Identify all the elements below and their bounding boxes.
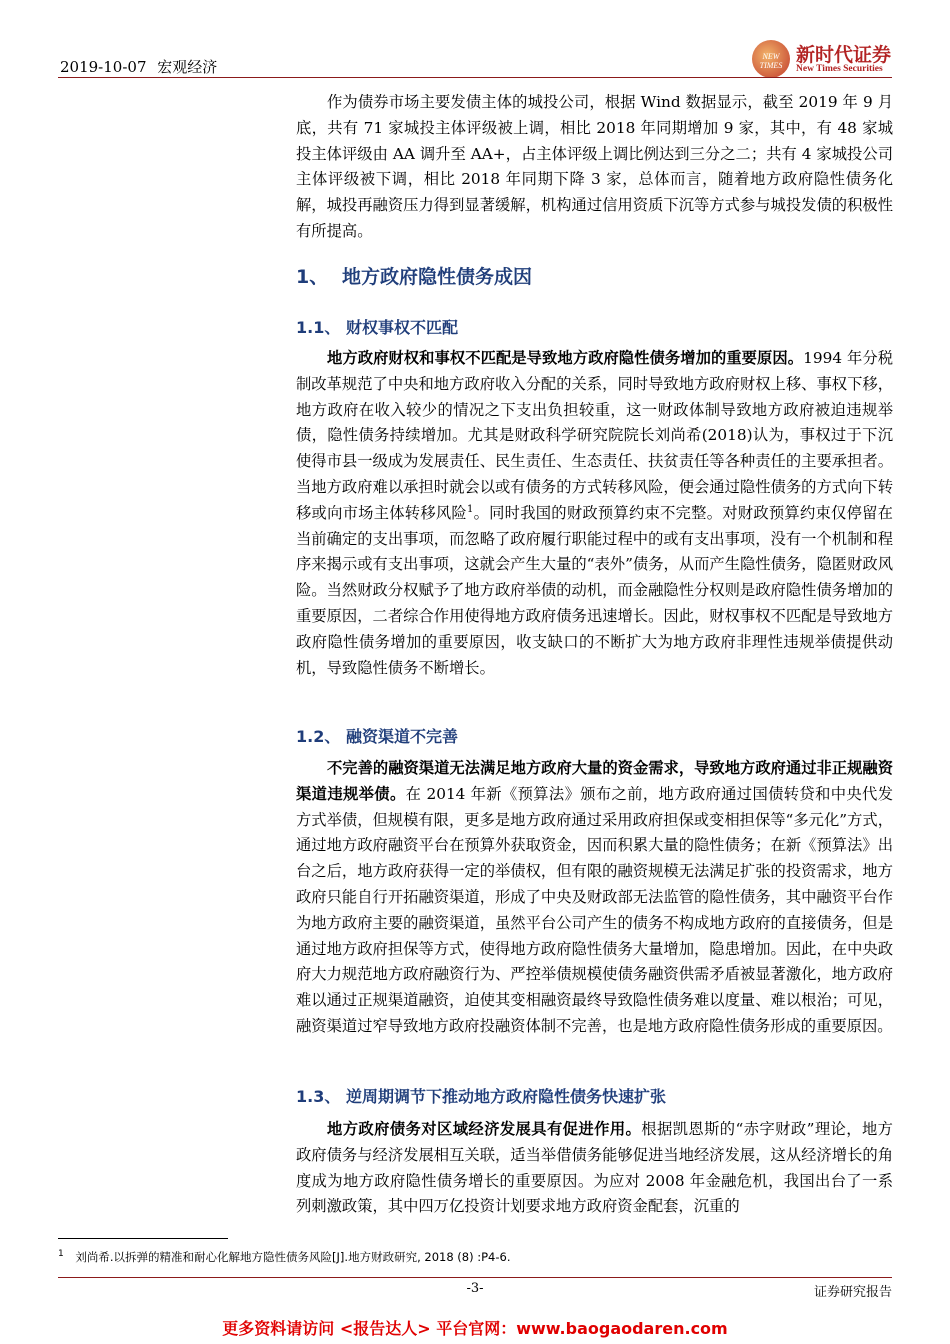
section-1-2-body: 在 2014 年新《预算法》颁布之前，地方政府通过国债转贷和中央代发方式举债，但规模有限，更多是地方政府通过采用政府担保或变相担保等“多元化”方式，通过地方政府融资平台在预算外获取资金，因而积累大量的隐性债务；在新《预算法》出台之后，地方政府获得一定的举债权，但有限的融资规模无法满足扩张的投资需求，地方政府只能自行开拓融资渠道，形成了中央及财政部无法监管的隐性债务，其中融资平台作为地方政府主要的融资渠道，虽然平台公司产生的债务不构成地方政府的直接债务，但是通过地方政府担保等方式，使得地方政府隐性债务大量增加，隐患增加。因此，在中央政府大力规范地方政府融资行为、严控举债规模使债务融资供需矛盾被显著激化，地方政府难以通过正规渠道融资，迫使其变相融资最终导致隐性债务难以度量、难以根治；可见，融资渠道过窄导致地方政府投融资体制不完善，也是地方政府隐性债务形成的重要原因。 bbox=[296, 784, 893, 1035]
footnote bbox=[58, 1249, 511, 1265]
section-1-2-lead: 不完善的融资渠道无法满足地方政府大量的资金需求，导致地方政府通过非正规融资渠道违规举债。 bbox=[296, 759, 893, 803]
section-1-1-number: 1.1、 bbox=[296, 318, 341, 337]
brand-name-en: New Times Securities bbox=[796, 64, 883, 74]
footnote-text: 刘尚希.以拆弹的精准和耐心化解地方隐性债务风险[J].地方财政研究, 2018 (8) :P4-6. bbox=[75, 1250, 511, 1264]
header-divider bbox=[58, 77, 892, 78]
promo-banner[interactable]: 更多资料请访问 <报告达人> 平台官网：www.baogaodaren.com bbox=[222, 1319, 728, 1338]
intro-paragraph: 作为债券市场主要发债主体的城投公司，根据 Wind 数据显示，截至 2019 年 9 月底，共有 71 家城投主体评级被上调，相比 2018 年同期增加 9 家，其中，有 48 家城投主体评级由 AA 调升至 AA+，占主体评级上调比例达到三分之二；共有 4 家城投公司主体评级被下调，相比 2018 年同期下降 3 家，总体而言，随着地方政府隐性债务化解，城投再融资压力得到显著缓解，机构通过信用资质下沉等方式参与城投发债的积极性有所提高。 bbox=[296, 93, 893, 240]
section-1-1-lead: 地方政府财权和事权不匹配是导致地方政府隐性债务增加的重要原因。 bbox=[327, 349, 804, 367]
section-1-3-body: 根据凯恩斯的“赤字财政”理论，地方政府债务与经济发展相互关联，适当举借债务能够促进当地经济发展，这从经济增长的角度成为地方政府隐性债务增长的重要原因。为应对 2008 年金融危机，我国出台了一系列刺激政策，其中四万亿投资计划要求地方政府资金配套，沉重的 bbox=[296, 1120, 893, 1216]
footnote-reference[interactable]: 1 bbox=[466, 503, 474, 515]
section-1-number: 1、 bbox=[296, 266, 329, 288]
section-1-2-paragraph bbox=[296, 756, 893, 1040]
footnote-divider bbox=[58, 1238, 228, 1239]
section-1-1-body-b: 。同时我国的财政预算约束不完整。对财政预算约束仅停留在当前确定的支出事项，而忽略了政府履行职能过程中的或有支出事项，没有一个机制和程序来揭示或有支出事项，这就会产生大量的“表外”债务，从而产生隐性债务，隐匿财政风险。当然财政分权赋予了地方政府举债的动机，而金融隐性分权则是政府隐性债务增加的重要原因，二者综合作用使得地方政府债务迅速增长。因此，财权事权不匹配是导致地方政府隐性债务增加的重要原因，收支缺口的不断扩大为地方政府非理性违规举债提供动机，导致隐性债务不断增长。 bbox=[296, 503, 893, 677]
report-date: 2019-10-07 bbox=[60, 58, 147, 76]
footer-divider bbox=[58, 1277, 892, 1278]
report-category: 宏观经济 bbox=[157, 58, 218, 76]
report-type: 证券研究报告 bbox=[813, 1285, 892, 1300]
section-1-heading bbox=[296, 262, 532, 289]
section-1-2-heading bbox=[296, 724, 458, 747]
section-1-1-title: 财权事权不匹配 bbox=[346, 318, 459, 337]
section-1-1-paragraph bbox=[296, 346, 893, 681]
section-1-2-title: 融资渠道不完善 bbox=[346, 727, 459, 746]
brand-logo bbox=[752, 40, 902, 80]
section-1-3-lead: 地方政府债务对区域经济发展具有促进作用。 bbox=[327, 1120, 642, 1138]
section-1-title: 地方政府隐性债务成因 bbox=[342, 266, 533, 288]
page-number: -3- bbox=[466, 1281, 484, 1296]
section-1-3-title: 逆周期调节下推动地方政府隐性债务快速扩张 bbox=[346, 1087, 667, 1106]
logo-mark-text: NEW TIMES bbox=[759, 52, 783, 70]
section-1-1-heading bbox=[296, 315, 458, 338]
section-1-3-paragraph bbox=[296, 1117, 893, 1220]
header-date bbox=[60, 56, 217, 77]
brand-name-cn: 新时代证券 bbox=[796, 44, 892, 66]
section-1-3-heading bbox=[296, 1084, 666, 1107]
section-1-2-number: 1.2、 bbox=[296, 727, 341, 746]
section-1-3-number: 1.3、 bbox=[296, 1087, 341, 1106]
footnote-mark: 1 bbox=[58, 1249, 64, 1260]
section-1-1-body-a: 1994 年分税制改革规范了中央和地方政府收入分配的关系，同时导致地方政府财权上移、事权下移，地方政府在收入较少的情况之下支出负担较重，这一财政体制导致地方政府被迫违规举债，隐性债务持续增加。尤其是财政科学研究院院长刘尚希(2018)认为，事权过于下沉使得市县一级成为发展责任、民生责任、生态责任、扶贫责任等各种责任的主要承担者。当地方政府难以承担时就会以或有债务的方式转移风险，便会通过隐性债务的方式向下转移或向市场主体转移风险 bbox=[296, 349, 893, 522]
